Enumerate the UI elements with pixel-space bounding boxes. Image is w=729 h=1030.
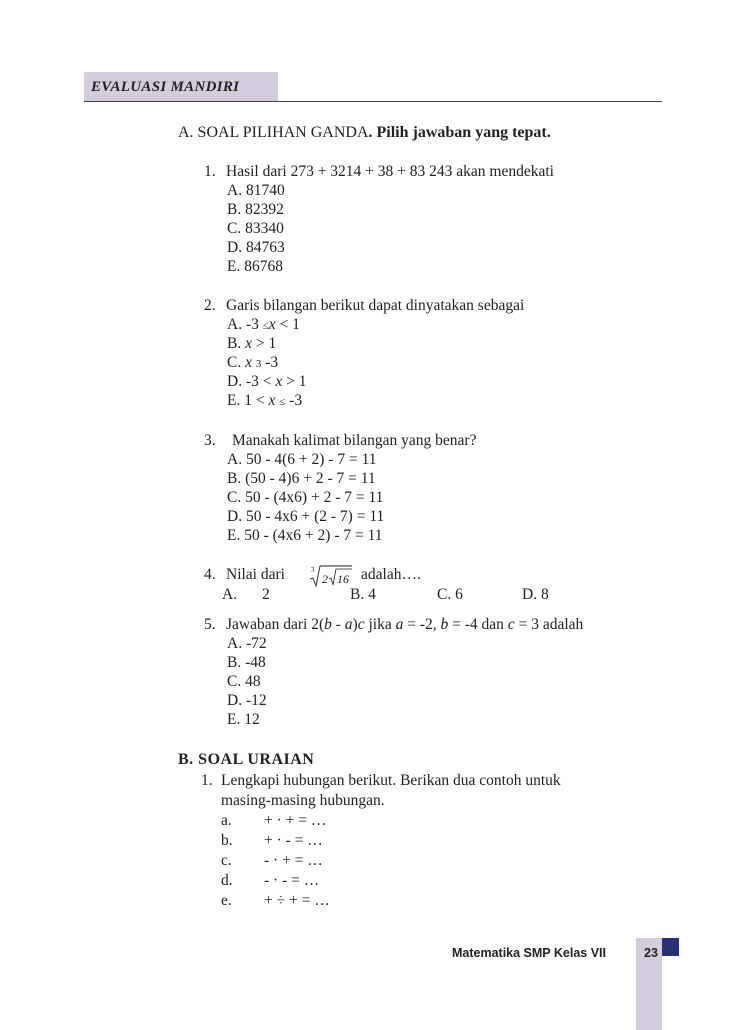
- q1-option-c: C. 83340: [227, 220, 284, 237]
- q1-option-d: D. 84763: [227, 239, 285, 256]
- q4-text-before: Nilai dari: [226, 566, 285, 583]
- section-a-instruction: . Pilih jawaban yang tepat.: [368, 124, 551, 141]
- q3-text: Manakah kalimat bilangan yang benar?: [232, 432, 477, 449]
- inner-radicand: 16: [337, 572, 349, 586]
- q1-text: Hasil dari 273 + 3214 + 38 + 83 243 akan mendekati: [226, 163, 554, 180]
- q4-option-a-value: 2: [262, 586, 270, 603]
- q2-option-b: B. x > 1: [227, 335, 277, 352]
- q2-option-a: A. -3 ≤x < 1: [227, 316, 300, 333]
- q2-text: Garis bilangan berikut dapat dinyatakan sebagai: [226, 297, 525, 314]
- section-a-title: A. SOAL PILIHAN GANDA: [178, 124, 369, 141]
- header-divider: [84, 101, 662, 102]
- q5-number: 5.: [204, 616, 216, 633]
- q4-option-c: C. 6: [437, 586, 463, 603]
- q5-option-e: E. 12: [227, 711, 260, 728]
- b-item-d-expr: - · - = …: [264, 872, 320, 889]
- q3-number: 3.: [204, 432, 216, 449]
- q5-option-c: C. 48: [227, 673, 261, 690]
- b-item-c-label: c.: [221, 852, 232, 869]
- q2-option-e: E. 1 < x ≤ -3: [227, 392, 303, 409]
- q3-option-c: C. 50 - (4x6) + 2 - 7 = 11: [227, 489, 384, 506]
- q2-option-c: C. x 3 -3: [227, 354, 279, 371]
- q1-option-e: E. 86768: [227, 258, 283, 275]
- b-item-b-expr: + · - = …: [264, 832, 323, 849]
- inner-coefficient: 2: [322, 572, 328, 586]
- q4-option-d: D. 8: [522, 586, 549, 603]
- q2-number: 2.: [204, 297, 216, 314]
- q3-option-d: D. 50 - 4x6 + (2 - 7) = 11: [227, 508, 385, 525]
- section-b-heading: B. SOAL URAIAN: [178, 751, 315, 768]
- q4-number: 4.: [204, 566, 216, 583]
- section-a-heading: [178, 124, 551, 142]
- b-item-d-label: d.: [221, 872, 233, 889]
- b-q1-line1: Lengkapi hubungan berikut. Berikan dua contoh untuk: [221, 772, 561, 789]
- b-item-a-expr: + · + = …: [264, 812, 327, 829]
- q5-option-a: A. -72: [227, 635, 267, 652]
- footer-square: [662, 938, 679, 956]
- q1-option-a: A. 81740: [227, 182, 285, 199]
- q4-option-a-letter: A.: [222, 586, 238, 603]
- q3-option-a: A. 50 - 4(6 + 2) - 7 = 11: [227, 451, 377, 468]
- cube-root-expression: [308, 564, 352, 588]
- b-q1-line2: masing-masing hubungan.: [221, 792, 385, 809]
- b-item-e-expr: + ÷ + = …: [264, 892, 330, 909]
- b-item-c-expr: - · + = …: [264, 852, 323, 869]
- b-item-a-label: a.: [221, 812, 232, 829]
- b-item-b-label: b.: [221, 832, 233, 849]
- q5-text: Jawaban dari 2(b - a)c jika a = -2, b = -4 dan c = 3 adalah: [226, 616, 584, 633]
- q3-option-b: B. (50 - 4)6 + 2 - 7 = 11: [227, 470, 376, 487]
- q4-text-after: adalah….: [361, 566, 421, 583]
- q5-option-d: D. -12: [227, 692, 267, 709]
- q5-option-b: B. -48: [227, 654, 266, 671]
- q2-option-d: D. -3 < x > 1: [227, 373, 307, 390]
- q3-option-e: E. 50 - (4x6 + 2) - 7 = 11: [227, 527, 383, 544]
- page-number: 23: [644, 946, 658, 960]
- q1-option-b: B. 82392: [227, 201, 284, 218]
- q1-number: 1.: [204, 163, 216, 180]
- b-item-e-label: e.: [221, 892, 232, 909]
- footer-book-title: Matematika SMP Kelas VII: [452, 946, 607, 960]
- q4-option-b: B. 4: [350, 586, 376, 603]
- b-q1-number: 1.: [201, 772, 213, 789]
- header-title: EVALUASI MANDIRI: [91, 79, 240, 95]
- root-index: 3: [311, 566, 315, 574]
